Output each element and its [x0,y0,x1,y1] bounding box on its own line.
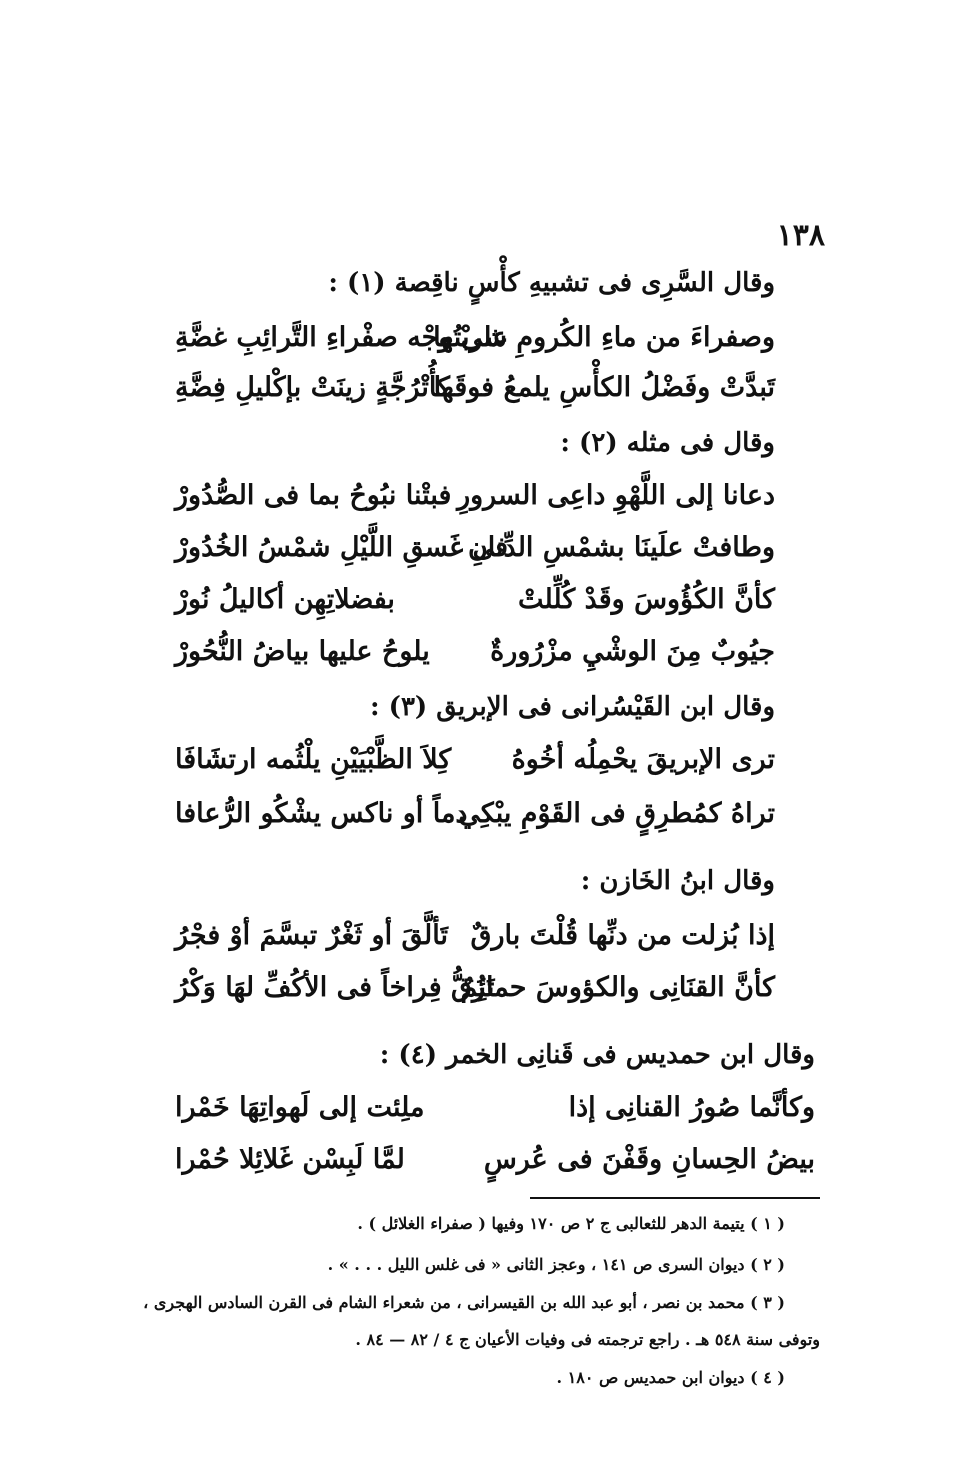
verse-first-hemistich: تَبدَّتْ وفَضْلُ الكأْسِ يلمعُ فوقَها [433,372,775,403]
verse-first-hemistich: جيُوبٌ مِنَ الوشْيِ مزْرُورةٌ [490,636,775,667]
section-intro: وقال السَّرِى فى تشبيهِ كأْسٍ ناقِصة (١) : [328,268,775,298]
page-number: ١٣٨ [776,218,825,253]
verse-first-hemistich: بيضُ الحِسانِ وقَفْنَ فى عُرسٍ [483,1144,815,1175]
verse-second-hemistich: فبتْنا نبُوحُ بما فى الصُّدُورْ [175,480,452,511]
verse-line [175,532,775,576]
verse-second-hemistich: يلوحُ عليها بياضُ النُّحُورْ [175,636,430,667]
verse-line [175,372,775,416]
verse-line [175,584,775,628]
verse-first-hemistich: كأنَّ القنَانِى والكؤوسَ حمائِمٌ [460,972,775,1003]
verse-second-hemistich: كِلاَ الظَّبْيَيْنِ يلْثُمه ارتشَافَا [175,744,452,775]
footnote-continuation: وتوفى سنة ٥٤٨ هـ . راجع ترجمته فى وفيات الأعيان ج ٤ / ٨٢ — ٨٤ . [355,1330,820,1349]
verse-line [175,1144,815,1188]
verse-first-hemistich: وكأنَّما صُورُ القنانِى إذا [568,1092,815,1123]
verse-line [175,322,775,366]
footnote: ( ٣ ) محمد بن نصر ، أبو عبد الله بن القيسرانى ، من شعراء الشام فى القرن السادس الهجرى ، [143,1293,785,1312]
section-intro: وقال ابن حمديس فى قَنانِى الخمر (٤) : [379,1040,815,1070]
verse-line [175,1092,815,1136]
verse-first-hemistich: تراهُ كمُطرِقٍ فى القَوْمِ يبْكِي [458,798,775,829]
section-intro: وقال ابنُ الخَازن : [580,866,775,896]
verse-second-hemistich: تَألَّقَ أو ثَغْرٌ تبسَّمَ أوْ فجْرُ [175,920,448,951]
verse-second-hemistich: تَزُقُّ فِراخاً فى الأكُفِّ لهَا وَكْرُ [175,972,495,1003]
footnote: ( ١ ) يتيمة الدهر للثعالبى ج ٢ ص ١٧٠ وفيها ( صفراء الغلائل ) . [357,1214,785,1233]
verse-line [175,920,775,964]
verse-first-hemistich: دعانا إلى اللَّهْوِ داعِى السرورِ [457,480,775,511]
verse-second-hemistich: لمَّا لَبِسْن غَلائِلا حُمْرا [175,1144,405,1175]
verse-second-hemistich: على وجْه صفْراءِ التَّرائِبِ غضَّةِ [175,322,509,353]
verse-line [175,972,775,1016]
verse-first-hemistich: كأنَّ الكُؤُوسَ وقَدْ كُلِّلتْ [517,584,775,615]
section-intro: وقال فى مثله (٢) : [560,428,775,458]
verse-first-hemistich: إذا بُزلت من دنِّها قُلْتَ بارقٌ [470,920,775,951]
verse-first-hemistich: ترى الإبريقَ يحْمِلُه أخُوهُ [511,744,775,775]
verse-first-hemistich: وصفراءَ من ماءِ الكُرومِ شربْتُها [433,322,775,353]
verse-line [175,798,775,842]
verse-second-hemistich: دماً أو ناكس يشْكُو الرُّعافا [175,798,468,829]
verse-line [175,636,775,680]
footnote: ( ٤ ) ديوان ابن حمديس ص ١٨٠ . [556,1368,785,1387]
verse-second-hemistich: ملِئت إلى لَهواتِهَا خَمْرا [175,1092,425,1123]
verse-second-hemistich: بفضلاتِهِن أكاليلُ نُورْ [175,584,395,615]
section-intro: وقال ابن القَيْسُرانى فى الإبريق (٣) : [370,692,775,722]
verse-line [175,744,775,788]
verse-second-hemistich: كأُتْرُجَّةٍ زينَتْ بإكْليلِ فِضَّةِ [175,372,450,403]
verse-second-hemistich: فى غَسقِ اللَّيْلِ شمْسُ الخُدُورْ [175,532,509,563]
verse-line [175,480,775,524]
verse-first-hemistich: وطافتْ علَينَا بشمْسِ الدِّنانِ [467,532,775,563]
footnote-divider [530,1197,820,1199]
footnote: ( ٢ ) ديوان السرى ص ١٤١ ، وعجز الثانى « فى غلس الليل . . . » . [327,1255,785,1274]
